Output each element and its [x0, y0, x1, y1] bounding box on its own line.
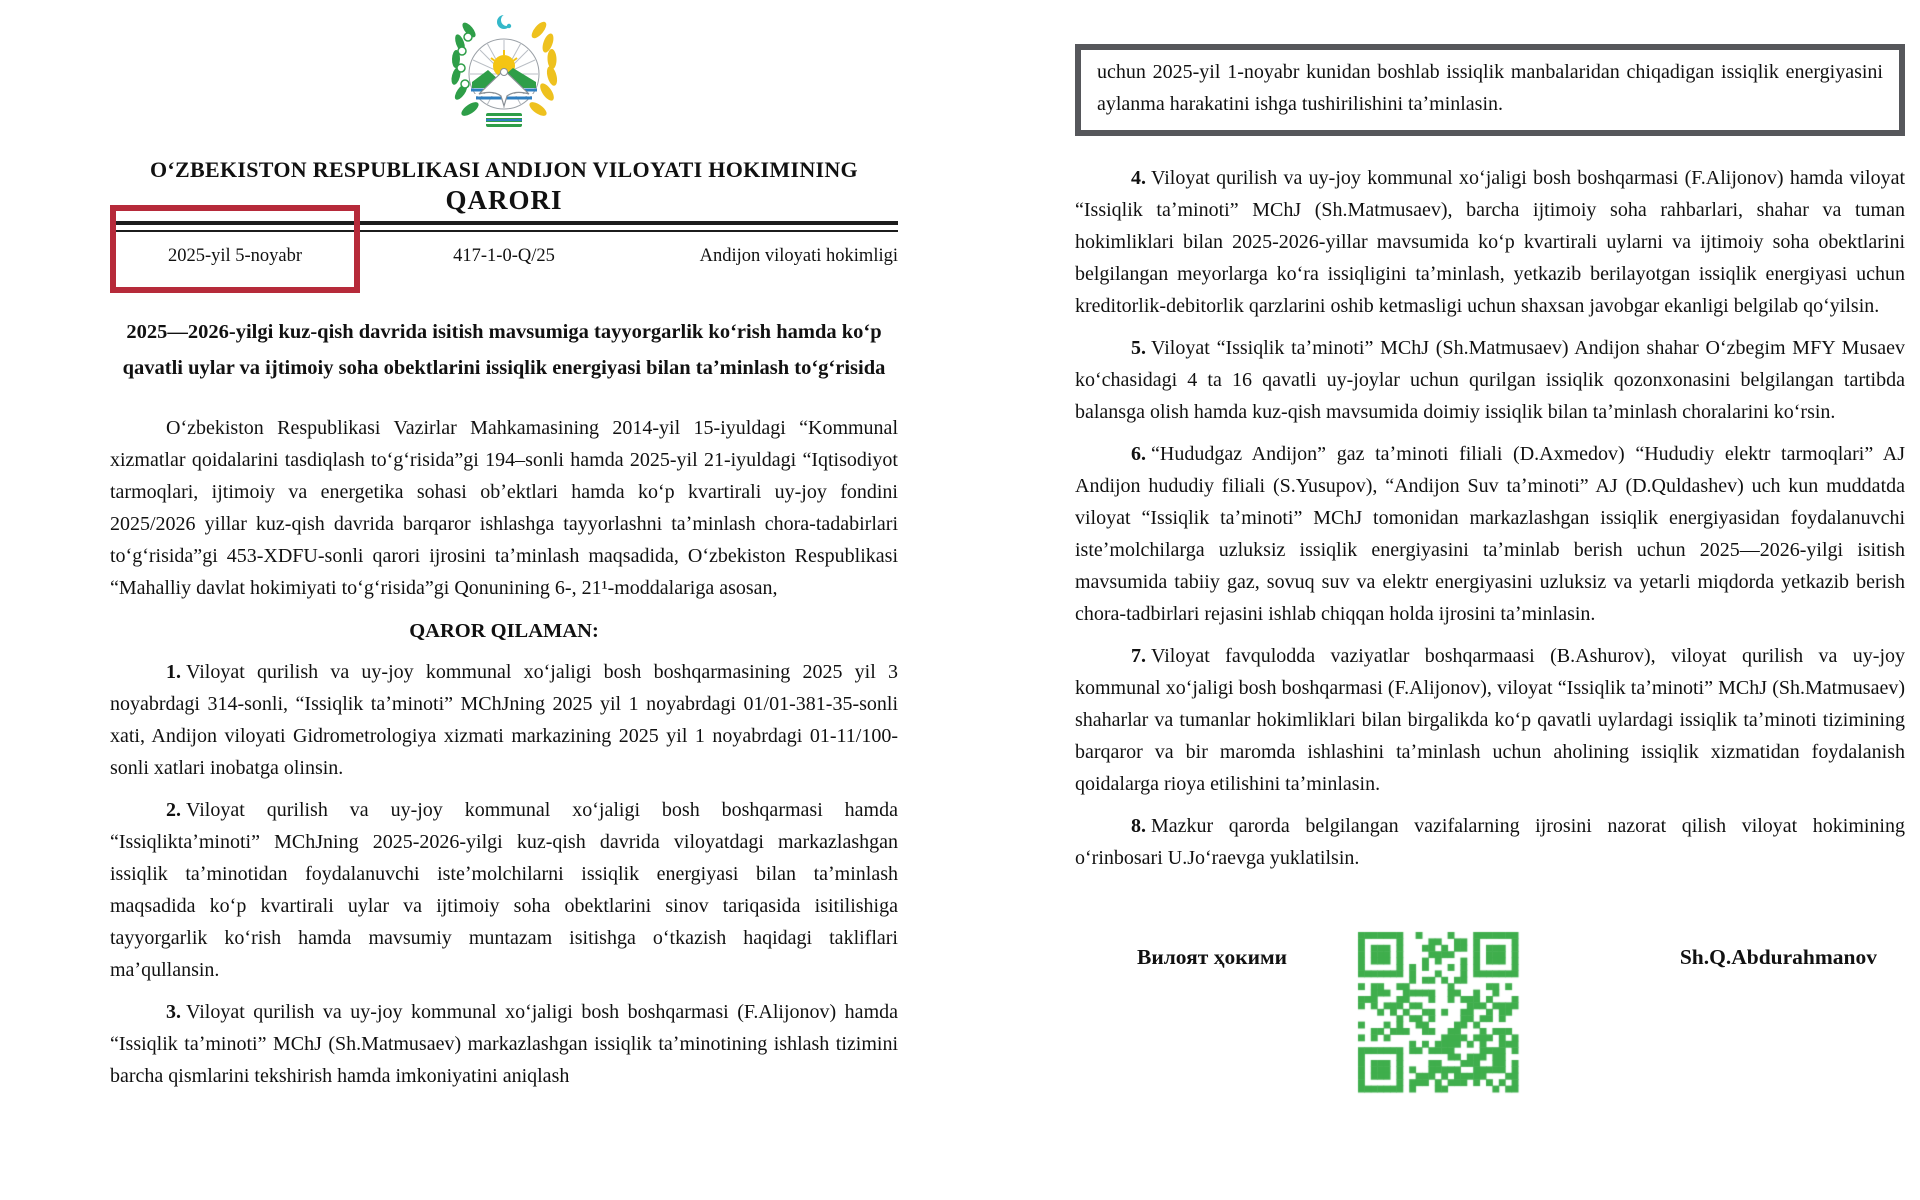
issuing-authority-title: OʻZBEKISTON RESPUBLIKASI ANDIJON VILOYATI HOKIMINING — [150, 157, 858, 182]
uzbekistan-emblem-icon — [443, 10, 565, 134]
paragraph-number: 2. — [166, 799, 181, 821]
document-number: 417-1-0-Q/25 — [453, 246, 555, 266]
carryover-highlight-box — [1075, 44, 1905, 136]
signatory-name: Sh.Q.Abdurahmanov — [1679, 945, 1877, 969]
paragraph-number: 5. — [1131, 337, 1146, 359]
paragraph-text: Viloyat favqulodda vaziyatlar boshqarmaasi (B.Ashurov), viloyat qurilish va uy-joy kommunal xoʻjaligi bosh boshqarmasi (F.Alijonov), viloyat “Issiqlik taʼminoti” MChJ (Sh.Matmusaev) shaharlar va tumanlar hokimliklari bilan birgalikda koʻp qavatli uylardagi issiqlik taʼminoti tizimining barqaror va bir maromda ishlashini taʼminlash uchun aholining issiqlik xizmatidan foydalanish qoidalarga rioya etilishini taʼminlasin. — [1075, 645, 1905, 795]
document-type-heading: QARORI — [445, 185, 563, 215]
signature-block — [1075, 926, 1905, 1098]
decree-paragraph-2 — [110, 794, 898, 986]
paragraph-text: Viloyat qurilish va uy-joy kommunal xoʻjaligi bosh boshqarmasi (F.Alijonov) hamda “Issiqlik taʼminoti” MChJ (Sh.Matmusaev) markazlashgan issiqlik taʼminotining ishlash tizimini barcha qismlarini tekshirish hamda imkoniyatini aniqlash — [110, 1001, 898, 1087]
qr-code — [1354, 926, 1522, 1098]
signatory-role: Вилоят ҳокими — [1137, 945, 1288, 969]
page-2 — [1075, 0, 1905, 1098]
decree-paragraph-5 — [1075, 332, 1905, 428]
paragraph-text: Viloyat qurilish va uy-joy kommunal xoʻjaligi bosh boshqarmasi (F.Alijonov) hamda viloyat “Issiqlik taʼminoti” MChJ (Sh.Matmusaev), barcha ijtimoiy soha rahbarlari, shahar va tuman hokimliklari bilan 2025-2026-yillar mavsumida koʻp kvartirali uylarni va ijtimoiy soha obektlarini belgilangan meyorlarga koʻra issiqligini taʼminlash, yetkazib berilayotgan issiqlik energiyasi uchun kreditorlik-debitorlik qarzlarini oshib ketmasligi uchun shaxsan javobgar ekanligi belgilab qoʻyilsin. — [1075, 167, 1905, 317]
document-date: 2025-yil 5-noyabr — [167, 246, 303, 266]
paragraph-number: 6. — [1131, 443, 1146, 465]
paragraph-text: Viloyat qurilish va uy-joy kommunal xoʻjaligi bosh boshqarmasining 2025 yil 3 noyabrdagi 314-sonli, “Issiqlik taʼminoti” MChJning 2025 yil 1 noyabrdagi 01/01-381-35-sonli xati, Andijon viloyati Gidrometrologiya xizmati markazining 2025 yil 1 noyabrdagi 01-11/100-sonli xatlari inobatga olinsin. — [110, 661, 898, 779]
paragraph-text: “Hududgaz Andijon” gaz taʼminoti filiali (D.Axmedov) “Hududiy elektr tarmoqlari” AJ Andijon hududiy filiali (S.Yusupov), “Andijon Suv taʼminoti” AJ (D.Quldashev) uch kun muddatda viloyat “Issiqlik taʼminoti” MChJ tomonidan markazlashgan issiqlik energiyasidan foydalanuvchi isteʼmolchilarga uzluksiz issiqlik energiyasini taʼminlab berish uchun 2025—2026-yilgi isitish mavsumida tabiiy gaz, sovuq suv va elektr energiyasini uzluksiz va yetarli miqdorda yetkazib berish chora-tadbirlari rejasini ishlab chiqqan holda ijrosini taʼminlasin. — [1075, 443, 1905, 625]
page-1 — [110, 0, 898, 1092]
decree-paragraph-8 — [1075, 810, 1905, 874]
decree-paragraph-6 — [1075, 438, 1905, 630]
paragraph-text: Mazkur qarorda belgilangan vazifalarning ijrosini nazorat qilish viloyat hokimining oʻrinbosari U.Joʻraevga yuklatilsin. — [1075, 815, 1905, 869]
decree-paragraph-3 — [110, 996, 898, 1092]
preamble-paragraph: Oʻzbekiston Respublikasi Vazirlar Mahkamasining 2014-yil 15-iyuldagi “Kommunal xizmatlar qoidalarini tasdiqlash toʻgʻrisida”gi 194–sonli hamda 2025-yil 21-iyuldagi “Iqtisodiyot tarmoqlari, ijtimoiy va energetika sohasi obʼektlari hamda koʻp kvartirali uy-joy fondini 2025/2026 yillar kuz-qish davrida barqaror ishlashga tayyorlashni taʼminlash chora-tadabirlari toʻgʻrisida”gi 453-XDFU-sonli qarori ijrosini taʼminlash maqsadida, Oʻzbekiston Respublikasi “Mahalliy davlat hokimiyati toʻgʻrisida”gi Qonunining 6-, 21¹-moddalariga asosan, — [110, 417, 898, 599]
paragraph-number: 7. — [1131, 645, 1146, 667]
header-divider — [110, 221, 898, 232]
decree-paragraph-1 — [110, 656, 898, 784]
paragraph-text: Viloyat “Issiqlik taʼminoti” MChJ (Sh.Matmusaev) Andijon shahar Oʻzbegim MFY Musaev koʻchasidagi 4 ta 16 qavatli uy-joylar uchun qurilgan issiqlik qozonxonasini belgilangan tartibda balansga olish hamda kuz-qish mavsumida doimiy issiqlik bilan taʼminlash choralarini koʻrsin. — [1075, 337, 1905, 423]
paragraph-number: 3. — [166, 1001, 181, 1023]
decree-paragraph-7 — [1075, 640, 1905, 800]
paragraph-text: Viloyat qurilish va uy-joy kommunal xoʻjaligi bosh boshqarmasi hamda “Issiqliktaʼminoti” MChJning 2025-2026-yilgi kuz-qish davrida viloyatdagi markazlashgan issiqlik taʼminotidan foydalanuvchi isteʼmolchilarni issiqlik energiyasi bilan taʼminlash maqsadida koʻp kvartirali uylar va ijtimoiy soha obektlarini sinov tariqasida isitilishiga tayyorgarlik koʻrish hamda mavsumiy muntazam isitishga oʻtkazish haqidagi takliflari maʼqullansin. — [110, 799, 898, 981]
paragraph-number: 1. — [166, 661, 181, 683]
paragraph-number: 4. — [1131, 167, 1146, 189]
carryover-paragraph: uchun 2025-yil 1-noyabr kunidan boshlab issiqlik manbalaridan chiqadigan issiqlik energiyasini aylanma harakatini ishga tushirilishini taʼminlasin. — [1097, 61, 1883, 115]
resolution-heading: QAROR QILAMAN: — [409, 620, 599, 642]
document-issuer: Andijon viloyati hokimligi — [699, 246, 898, 266]
decree-paragraph-4 — [1075, 162, 1905, 322]
header-rule-and-meta — [110, 221, 898, 268]
paragraph-number: 8. — [1131, 815, 1146, 837]
document-title: 2025—2026-yilgi kuz-qish davrida isitish mavsumiga tayyorgarlik koʻrish hamda koʻp qavatli uylar va ijtimoiy soha obektlarini issiqlik energiyasi bilan taʼminlash toʻgʻrisida — [122, 321, 886, 379]
document-meta-row — [110, 244, 898, 268]
